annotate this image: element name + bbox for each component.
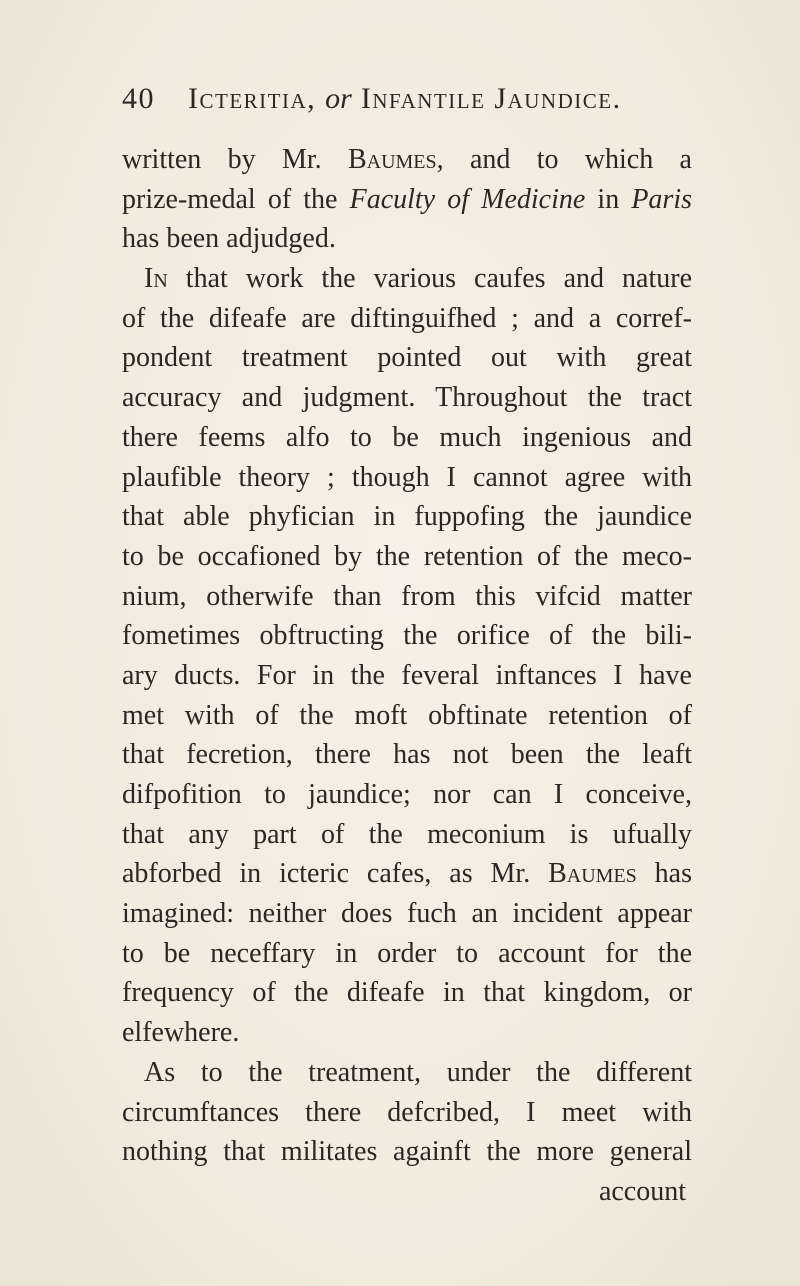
text-line: that able phyfician in fuppofing the jaundice xyxy=(122,501,692,533)
page-number: 40 xyxy=(122,82,155,115)
text-line: elfewhere. xyxy=(122,1017,240,1049)
text-line: has been adjudged. xyxy=(122,223,336,255)
text-line: to be occafioned by the retention of the meco- xyxy=(122,540,692,572)
title-part-1: Icteritia, xyxy=(188,82,317,115)
running-title xyxy=(188,82,622,116)
text-line: to be neceffary in order to account for the xyxy=(122,937,692,969)
text-line: As to the treatment, under the different xyxy=(144,1056,692,1088)
text-line: fometimes obftructing the orifice of the bili- xyxy=(122,620,692,652)
text-line: difpofition to jaundice; nor can I conceive, xyxy=(122,779,692,810)
text-line: there feems alfo to be much ingenious and xyxy=(122,421,692,453)
text-line: accuracy and judgment. Throughout the tract xyxy=(122,382,692,414)
text-line: ary ducts. For in the feveral inftances I have xyxy=(122,659,692,691)
text-line: frequency of the difeafe in that kingdom, or xyxy=(122,977,692,1009)
body-text xyxy=(122,140,692,1212)
running-header xyxy=(122,82,692,122)
text-line: abforbed in icteric cafes, as Mr. Baumes has xyxy=(122,858,692,890)
catchword: account xyxy=(598,1175,686,1207)
text-line: pondent treatment pointed out with great xyxy=(122,342,692,374)
text-line: In that work the various caufes and nature xyxy=(144,263,692,295)
text-line: nium, otherwife than from this vifcid matter xyxy=(122,580,692,612)
text-line: plaufible theory ; though I cannot agree with xyxy=(122,461,692,493)
title-part-2: Infantile Jaundice. xyxy=(360,82,622,115)
text-line: that any part of the meconium is ufually xyxy=(122,818,692,850)
text-line: of the difeafe are diftinguifhed ; and a corref- xyxy=(122,302,692,334)
text-line: circumftances there defcribed, I meet with xyxy=(122,1096,692,1128)
text-line: that fecretion, there has not been the leaft xyxy=(122,739,692,771)
text-line: nothing that militates againft the more general xyxy=(122,1136,692,1168)
text-line: prize-medal of the Faculty of Medicine in Paris xyxy=(122,183,693,215)
text-line: imagined: neither does fuch an incident appear xyxy=(122,898,692,930)
text-line: written by Mr. Baumes, and to which a xyxy=(122,144,692,175)
title-connector: or xyxy=(325,82,352,115)
text-line: met with of the moft obftinate retention of xyxy=(122,699,692,731)
